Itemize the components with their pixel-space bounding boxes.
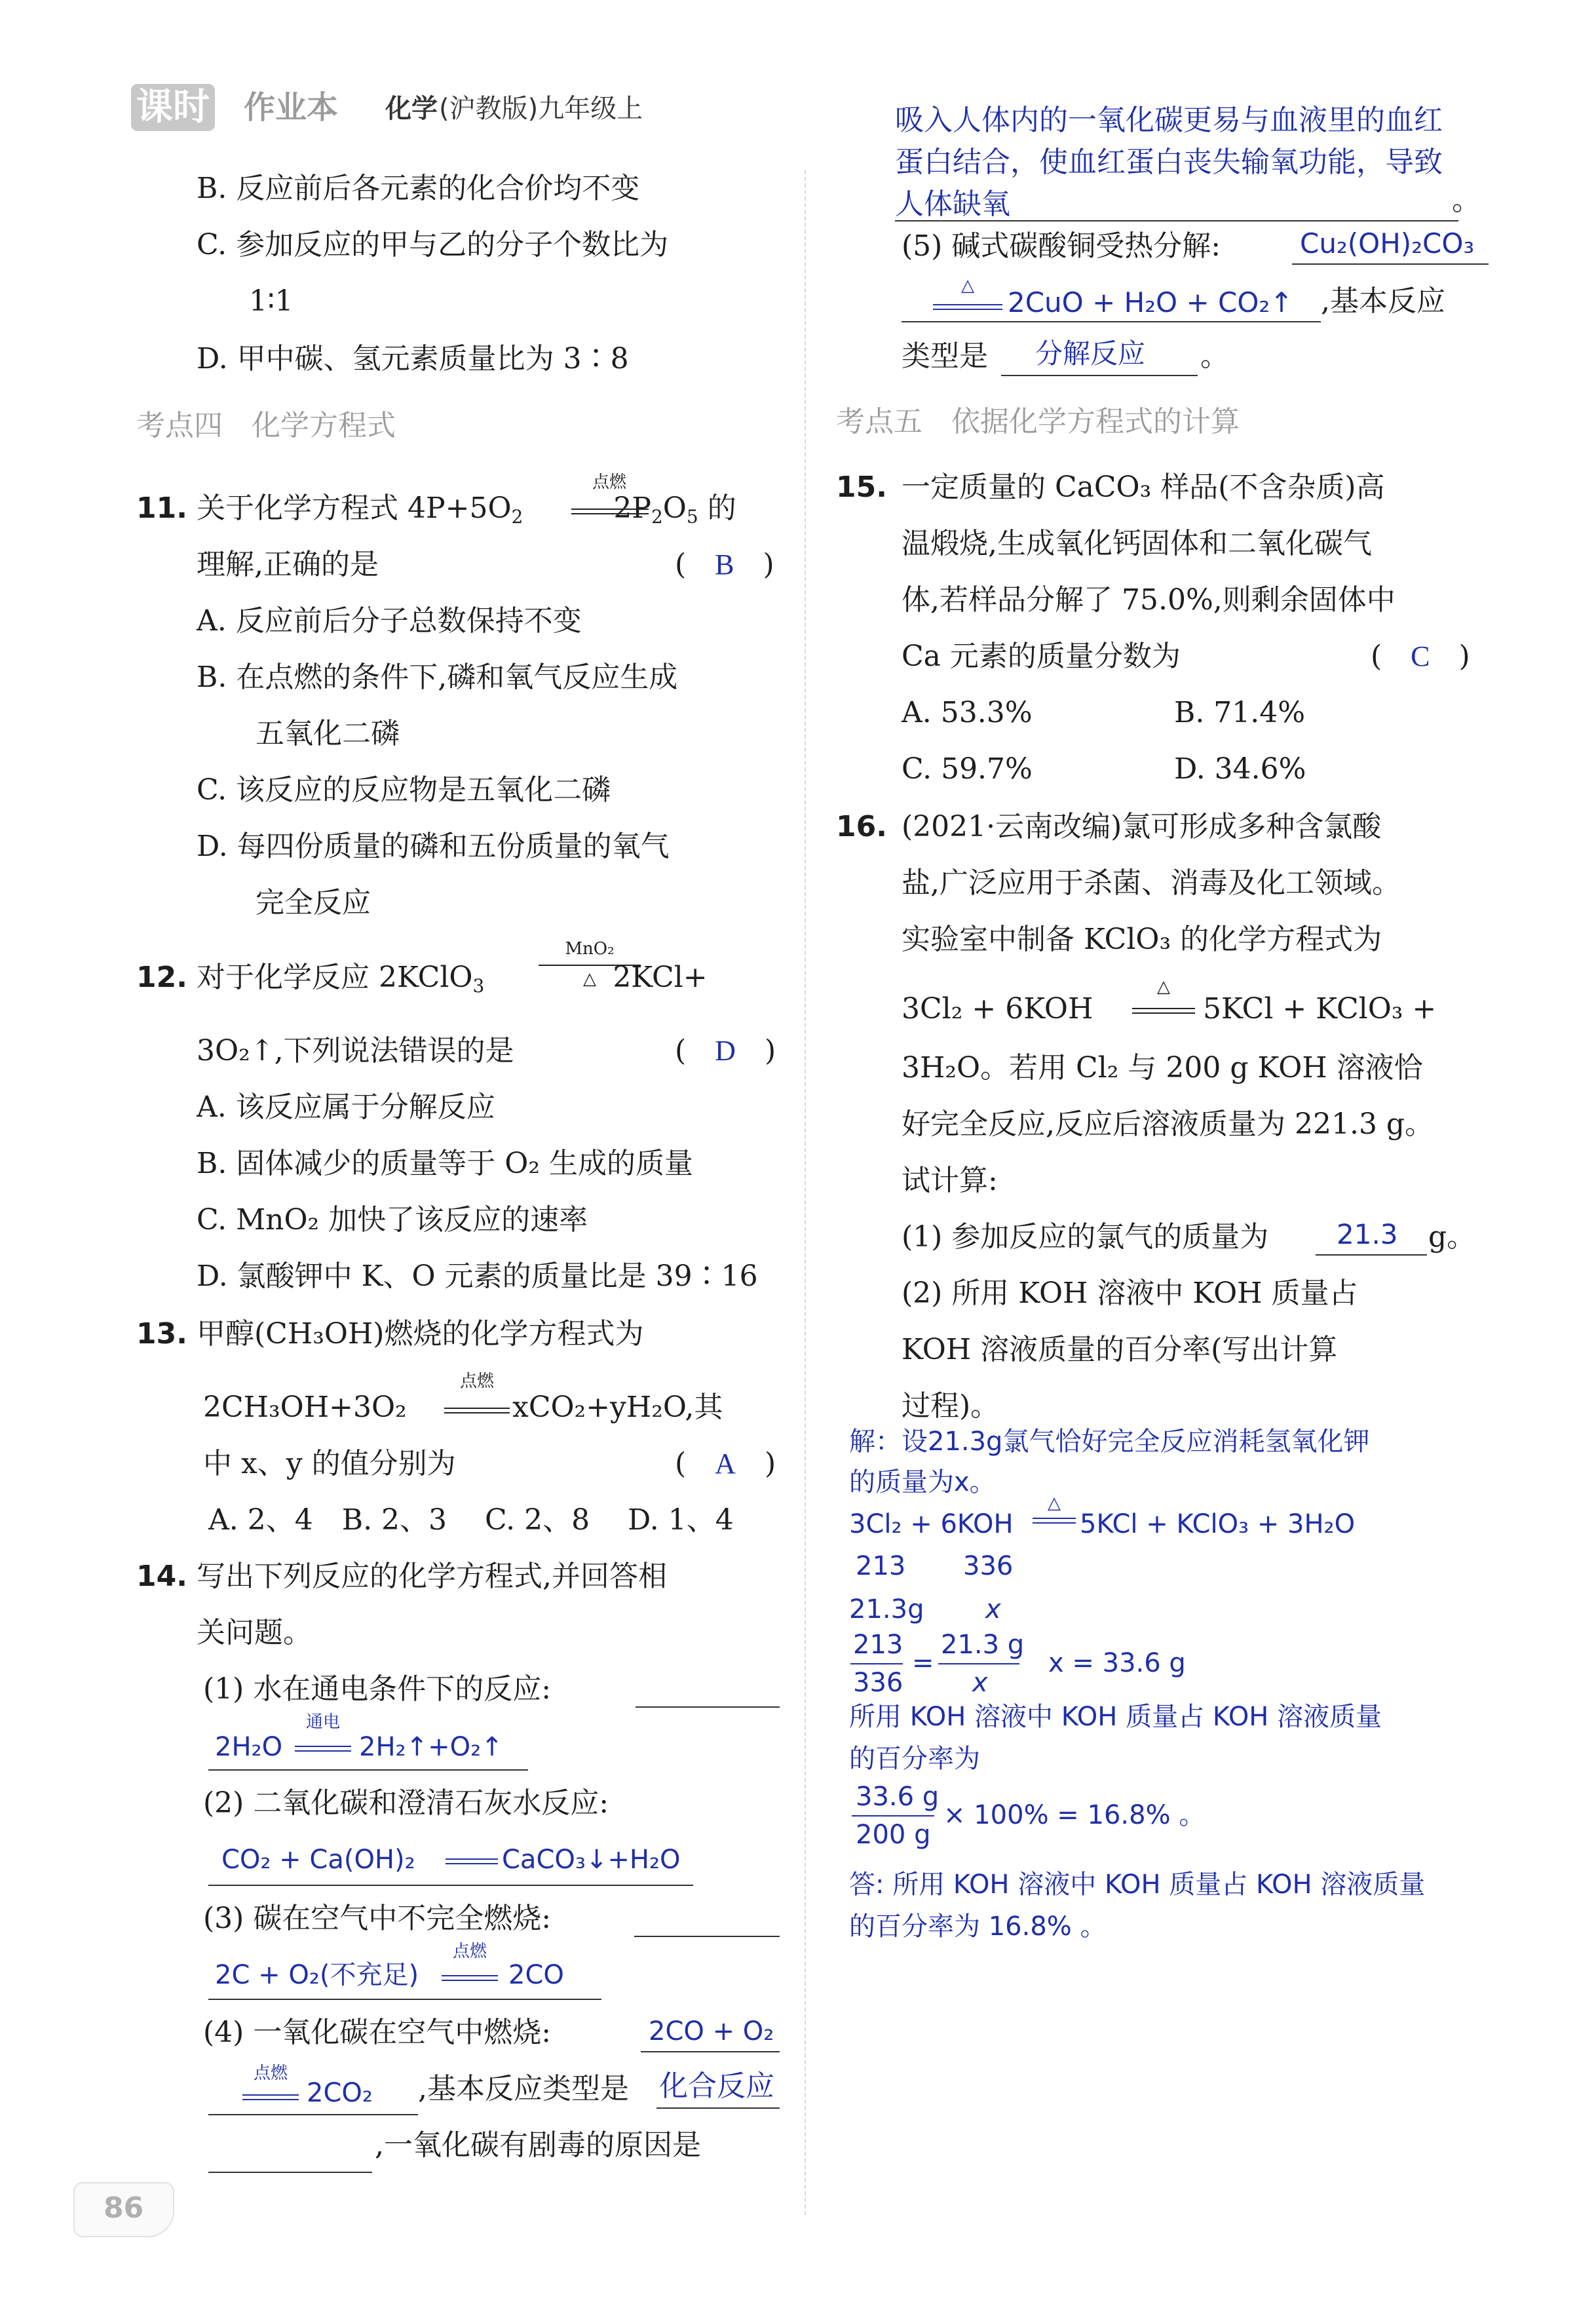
q13-equation-right: xCO₂+yH₂O,其 <box>512 1391 723 1424</box>
q14-part3-condition: 点燃 <box>452 1942 487 1961</box>
q14-part3-blank <box>208 1999 601 2000</box>
solution-fraction3-den: 200 g <box>856 1820 931 1850</box>
header-edition: (沪教版)九年级上 <box>439 94 643 124</box>
q14-part4-answer-right: 2CO₂ <box>307 2078 373 2108</box>
q15-line4: Ca 元素的质量分数为 <box>902 640 1181 673</box>
solution-equals-sign: = <box>912 1648 934 1678</box>
q11-stem-line2: 理解,正确的是 <box>197 548 379 581</box>
header-badge: 课时 <box>131 84 215 131</box>
q14-stem: 写出下列反应的化学方程式,并回答相 <box>197 1560 667 1593</box>
solution-answer-line2: 的百分率为 16.8% 。 <box>849 1912 1107 1942</box>
q14-part1-condition: 通电 <box>305 1712 340 1732</box>
q10-option-c: C. 参加反应的甲与乙的分子个数比为 <box>197 228 669 261</box>
q16-line3: 实验室中制备 KClO₃ 的化学方程式为 <box>902 923 1382 956</box>
q15-answer: ( C ) <box>1371 640 1470 673</box>
q14-part2-blank <box>208 1885 693 1886</box>
q11-number: 11. <box>136 491 187 525</box>
solution-answer-line1: 答: 所用 KOH 溶液中 KOH 质量占 KOH 溶液质量 <box>849 1870 1426 1900</box>
q14-5-period: 。 <box>1200 339 1229 373</box>
q13-equals <box>444 1408 510 1413</box>
q14-4-answer-line3: 人体缺氧 <box>895 187 1010 221</box>
q14-part3-blank-tail <box>634 1936 780 1937</box>
header-book: 作业本 <box>244 89 339 126</box>
q14-part1-answer-right: 2H₂↑+O₂↑ <box>359 1732 503 1762</box>
q13-stem: 甲醇(CH₃OH)燃烧的化学方程式为 <box>197 1317 644 1351</box>
q16-part1-unit: g。 <box>1428 1220 1476 1254</box>
section-5-title: 考点五 依据化学方程式的计算 <box>836 405 1240 438</box>
solution-mass-2: 336 <box>963 1551 1014 1581</box>
q12-condition-bottom: △ <box>583 969 596 989</box>
q15-option-a: A. 53.3% <box>902 696 1033 729</box>
q16-number: 16. <box>836 810 887 843</box>
q16-part1-prompt: (1) 参加反应的氯气的质量为 <box>902 1220 1269 1254</box>
q14-part1-answer-left: 2H₂O <box>215 1732 283 1762</box>
q16-line6: 试计算: <box>902 1164 998 1197</box>
q14-part3-prompt: (3) 碳在空气中不完全燃烧: <box>203 1902 552 1935</box>
q14-part4-answer-left: 2CO + O₂ <box>649 2016 774 2047</box>
q12-option-b: B. 固体减少的质量等于 O₂ 生成的质量 <box>197 1147 693 1180</box>
q12-answer-value: D <box>715 1035 736 1067</box>
q14-4-answer-line2: 蛋白结合，使血红蛋白丧失输氧功能，导致 <box>895 145 1443 179</box>
q14-part4-end: ,一氧化碳有剧毒的原因是 <box>375 2128 701 2162</box>
q16-line5: 好完全反应,反应后溶液质量为 221.3 g。 <box>902 1107 1434 1141</box>
solution-mass-1: 213 <box>856 1551 906 1581</box>
q14-5-prompt: (5) 碱式碳酸铜受热分解: <box>902 229 1221 263</box>
q16-equation-left: 3Cl₂ + 6KOH <box>902 992 1093 1026</box>
q15-answer-value: C <box>1411 640 1430 672</box>
q16-line4: 3H₂O。若用 Cl₂ 与 200 g KOH 溶液恰 <box>902 1051 1423 1085</box>
q14-part3-answer-left: 2C + O₂(不充足) <box>215 1960 419 1990</box>
q12-stem: 对于化学反应 2KClO$_3$ 2KCl+ <box>197 961 708 997</box>
solution-equation-condition: △ <box>1048 1493 1061 1513</box>
q11-option-d: D. 每四份质量的磷和五份质量的氧气 <box>197 830 670 863</box>
q14-part4-type-blank <box>656 2107 780 2109</box>
q13-equation-left: 2CH₃OH+3O₂ <box>203 1391 407 1424</box>
q14-part3-answer-right: 2CO <box>508 1960 564 1990</box>
q14-5-equals <box>933 304 1002 310</box>
q11-option-a: A. 反应前后分子总数保持不变 <box>197 604 582 638</box>
solution-line1: 解：设21.3g氯气恰好完全反应消耗氢氧化钾 <box>849 1427 1370 1457</box>
q14-part4-blank-b <box>208 2114 418 2115</box>
q14-stem-line2: 关问题。 <box>197 1616 312 1649</box>
solution-equation-right: 5KCl + KClO₃ + 3H₂O <box>1080 1509 1356 1539</box>
q13-answer-value: A <box>715 1448 736 1480</box>
q14-5-answer-right: 2CuO + H₂O + CO₂↑ <box>1008 286 1293 318</box>
column-divider <box>805 170 806 2215</box>
q14-part2-equals <box>446 1858 498 1864</box>
q11-answer-value: B <box>715 548 734 581</box>
q12-stem-line2: 3O₂↑,下列说法错误的是 <box>197 1034 514 1067</box>
q10-option-c-ratio: 1∶1 <box>249 284 294 318</box>
section-4-title: 考点四 化学方程式 <box>136 409 396 442</box>
q16-equation-right: 5KCl + KClO₃ + <box>1203 992 1437 1026</box>
q14-part4-equals <box>242 2094 299 2100</box>
q12-answer: ( D ) <box>675 1034 776 1067</box>
q16-part2-line2: KOH 溶液质量的百分率(写出计算 <box>902 1333 1338 1366</box>
q14-part1-blank <box>208 1769 528 1771</box>
q13-stem-line3: 中 x、y 的值分别为 <box>203 1447 456 1480</box>
solution-fraction2-den: x <box>972 1668 988 1698</box>
q16-part2-line3: 过程)。 <box>902 1389 1000 1423</box>
q13-options: A. 2、4 B. 2、3 C. 2、8 D. 1、4 <box>208 1503 734 1537</box>
q11-option-d-cont: 完全反应 <box>256 886 371 919</box>
q15-option-d: D. 34.6% <box>1174 752 1306 786</box>
page-number: 86 <box>104 2191 144 2225</box>
solution-fraction3-num: 33.6 g <box>856 1782 940 1812</box>
q14-part4-mid: ,基本反应类型是 <box>418 2072 629 2105</box>
q12-option-a: A. 该反应属于分解反应 <box>197 1090 495 1124</box>
q14-5-condition: △ <box>961 276 974 296</box>
q11-option-c: C. 该反应的反应物是五氧化二磷 <box>197 773 611 807</box>
q11-option-b-cont: 五氧化二磷 <box>256 717 400 750</box>
q16-part1-answer: 21.3 <box>1337 1218 1398 1250</box>
q13-answer: ( A ) <box>675 1447 776 1480</box>
q13-number: 13. <box>136 1317 187 1351</box>
q14-part4-blank-a <box>641 2051 780 2052</box>
q11-equals <box>571 509 649 514</box>
q14-part2-prompt: (2) 二氧化碳和澄清石灰水反应: <box>203 1786 609 1820</box>
q15-line2: 温煅烧,生成氧化钙固体和二氧化碳气 <box>902 527 1372 560</box>
q12-condition-line <box>539 965 641 966</box>
solution-equation-equals <box>1033 1518 1076 1524</box>
q15-option-b: B. 71.4% <box>1174 696 1306 729</box>
solution-percentage: × 100% = 16.8% 。 <box>943 1800 1206 1830</box>
q11-option-b: B. 在点燃的条件下,磷和氧气反应生成 <box>197 661 678 694</box>
q11-answer: ( B ) <box>675 548 774 581</box>
q14-part3-equals <box>442 1975 498 1981</box>
q14-5-type-blank <box>1001 375 1198 376</box>
solution-fraction1-den: 336 <box>853 1668 903 1698</box>
q16-part1-blank <box>1316 1254 1427 1256</box>
solution-fraction2-num: 21.3 g <box>941 1630 1025 1660</box>
q14-part4-type-answer: 化合反应 <box>659 2069 774 2103</box>
q14-part4-condition: 点燃 <box>253 2064 288 2083</box>
q15-option-c: C. 59.7% <box>902 752 1033 786</box>
q15-line3: 体,若样品分解了 75.0%,则剩余固体中 <box>902 583 1396 617</box>
q16-part2-line1: (2) 所用 KOH 溶液中 KOH 质量占 <box>902 1277 1358 1310</box>
header <box>131 79 786 144</box>
q14-5-type-answer: 分解反应 <box>1035 337 1146 370</box>
q16-line1: (2021·云南改编)氯可形成多种含氯酸 <box>902 810 1382 843</box>
solution-equation-left: 3Cl₂ + 6KOH <box>849 1509 1014 1539</box>
q14-part1-blank-tail <box>636 1706 780 1708</box>
q13-condition: 点燃 <box>459 1372 494 1391</box>
q14-part2-answer-right: CaCO₃↓+H₂O <box>502 1845 681 1875</box>
q14-5-answer-left: Cu₂(OH)₂CO₃ <box>1300 227 1475 259</box>
q14-part4-blank-c <box>208 2172 372 2173</box>
solution-fraction1-num: 213 <box>853 1630 903 1660</box>
solution-value-2: x <box>985 1594 1001 1624</box>
q12-number: 12. <box>136 961 187 994</box>
q14-part2-answer-left: CO₂ + Ca(OH)₂ <box>221 1845 415 1875</box>
q11-condition: 点燃 <box>592 472 626 492</box>
solution-line2: 的质量为x。 <box>849 1467 996 1497</box>
q15-line1: 一定质量的 CaCO₃ 样品(不含杂质)高 <box>902 471 1385 504</box>
solution-result: x = 33.6 g <box>1048 1648 1186 1678</box>
q14-part1-equals <box>295 1746 351 1752</box>
q12-condition-top: MnO₂ <box>565 939 615 959</box>
q11-stem: 关于化学方程式 $4P+5O_2$ $2P_2O_5$ 的 <box>197 491 736 528</box>
q14-5-type-label: 类型是 <box>902 339 988 373</box>
q12-option-d: D. 氯酸钾中 K、O 元素的质量比是 39∶16 <box>197 1259 758 1293</box>
q15-number: 15. <box>836 471 887 504</box>
q14-number: 14. <box>136 1560 187 1593</box>
solution-value-1: 21.3g <box>849 1594 924 1624</box>
q14-5-mid: ,基本反应 <box>1321 284 1445 318</box>
q16-equation-equals <box>1132 1008 1195 1014</box>
header-subject: 化学 <box>385 94 438 124</box>
solution-line4: 的百分率为 <box>849 1744 980 1774</box>
solution-line3: 所用 KOH 溶液中 KOH 质量占 KOH 溶液质量 <box>849 1702 1382 1732</box>
q14-5-blank-b <box>902 321 1321 322</box>
q14-4-answer-line1: 吸入人体内的一氧化碳更易与血液里的血红 <box>895 104 1443 137</box>
q10-option-b: B. 反应前后各元素的化合价均不变 <box>197 172 640 205</box>
q16-line2: 盐,广泛应用于杀菌、消毒及化工领域。 <box>902 866 1401 900</box>
q14-4-period: 。 <box>1452 183 1481 217</box>
q14-5-blank-a <box>1292 263 1489 265</box>
q12-option-c: C. MnO₂ 加快了该反应的速率 <box>197 1203 588 1237</box>
q14-part1-prompt: (1) 水在通电条件下的反应: <box>203 1672 552 1706</box>
q16-equation-condition: △ <box>1157 977 1170 997</box>
q14-4-answer-blank <box>895 220 1458 221</box>
q14-part4-prompt: (4) 一氧化碳在空气中燃烧: <box>203 2016 552 2049</box>
q10-option-d: D. 甲中碳、氢元素质量比为 3∶8 <box>197 342 629 375</box>
